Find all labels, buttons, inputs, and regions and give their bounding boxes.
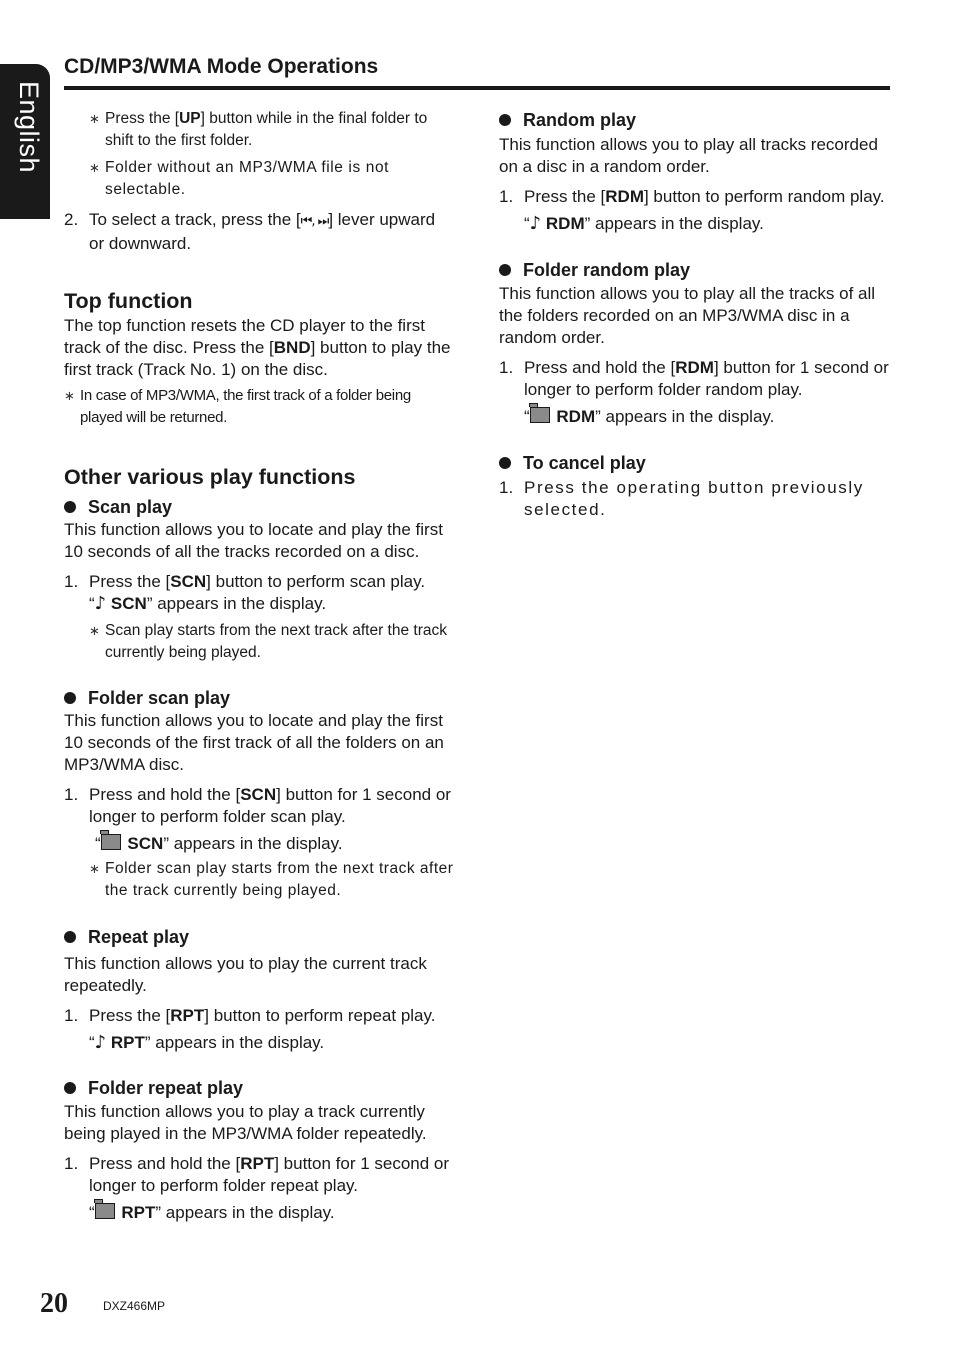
bullet-icon	[64, 1082, 76, 1094]
scan-play-heading: Scan play	[64, 495, 454, 519]
button-code: RPT	[240, 1154, 275, 1173]
repeat-play-display: “♪ RPT” appears in the display.	[89, 1032, 325, 1053]
scan-play-desc: This function allows you to locate and play the first 10 seconds of all the tracks recorded on a disc.	[64, 520, 443, 561]
page-number: 20	[40, 1288, 68, 1319]
folder-icon	[530, 407, 550, 423]
button-code: BND	[273, 338, 311, 357]
button-code: SCN	[170, 572, 207, 591]
button-code: RPT	[170, 1006, 205, 1025]
button-code: RDM	[675, 358, 714, 377]
repeat-play-desc: This function allows you to play the current track repeatedly.	[64, 954, 427, 995]
folder-icon	[95, 1203, 115, 1219]
music-note-icon: ♪	[529, 213, 542, 234]
folder-scan-play-desc: This function allows you to locate and play the first 10 seconds of the first track of all the folders on an MP3/WMA disc.	[64, 711, 444, 774]
language-label: English	[14, 81, 44, 174]
top-function-desc: The top function resets the CD player to the first track of the disc. Press the [BND] button to play the first track (Track No. 1) on the disc.	[64, 316, 451, 379]
folder-scan-play-step: 1. Press and hold the [SCN] button for 1 second or longer to perform folder scan play.	[64, 785, 451, 826]
language-tab	[0, 64, 50, 219]
folder-repeat-play-desc: This function allows you to play a track currently being played in the MP3/WMA folder repeatedly.	[64, 1102, 427, 1143]
button-code: RDM	[605, 187, 644, 206]
cancel-play-heading: To cancel play	[499, 451, 889, 475]
asterisk-icon: ∗	[89, 623, 100, 638]
folder-scan-play-note: ∗ Folder scan play starts from the next track after the track currently being played.	[64, 858, 454, 902]
model-number: DXZ466MP	[103, 1299, 166, 1313]
scan-play-step: 1. Press the [SCN] button to perform scan play.	[64, 572, 426, 591]
step-select-track: 2. To select a track, press the [⏮, ⏭] lever upward or downward.	[64, 210, 436, 253]
note-up-button: ∗ Press the [UP] button while in the final folder to shift to the first folder.	[64, 108, 454, 152]
random-play-step: 1. Press the [RDM] button to perform random play.	[499, 187, 885, 206]
folder-random-play-step: 1. Press and hold the [RDM] button for 1 second or longer to perform folder random play.	[499, 358, 889, 399]
top-function-note: ∗ In case of MP3/WMA, the first track of a folder being played will be returned.	[64, 385, 454, 429]
music-note-icon: ♪	[94, 593, 107, 614]
bullet-icon	[499, 114, 511, 126]
repeat-play-step: 1. Press the [RPT] button to perform repeat play.	[64, 1006, 436, 1025]
random-play-heading: Random play	[499, 108, 889, 132]
right-column	[499, 108, 889, 521]
header-divider	[64, 86, 890, 90]
folder-repeat-play-heading: Folder repeat play	[64, 1076, 454, 1100]
asterisk-icon: ∗	[89, 111, 100, 126]
folder-random-play-display: “ RDM” appears in the display.	[524, 407, 775, 426]
skip-lever-icon: ⏮, ⏭	[300, 214, 329, 229]
bullet-icon	[64, 931, 76, 943]
folder-repeat-play-step: 1. Press and hold the [RPT] button for 1 second or longer to perform folder repeat play.	[64, 1154, 450, 1195]
button-code: UP	[179, 110, 201, 127]
random-play-desc: This function allows you to play all tracks recorded on a disc in a random order.	[499, 135, 878, 176]
bullet-icon	[499, 264, 511, 276]
folder-scan-play-heading: Folder scan play	[64, 686, 454, 710]
folder-scan-play-display: “ SCN” appears in the display.	[95, 834, 343, 853]
top-function-heading: Top function	[64, 289, 193, 313]
bullet-icon	[64, 692, 76, 704]
folder-repeat-play-display: “ RPT” appears in the display.	[89, 1203, 335, 1222]
scan-play-note: ∗ Scan play starts from the next track after the track currently being played.	[64, 620, 454, 664]
random-play-display: “♪ RDM” appears in the display.	[524, 213, 764, 234]
scan-play-display: “♪ SCN” appears in the display.	[89, 593, 327, 614]
asterisk-icon: ∗	[89, 160, 101, 175]
cancel-play-step: 1. Press the operating button previously selected.	[499, 478, 864, 519]
asterisk-icon: ∗	[64, 388, 75, 403]
folder-random-play-heading: Folder random play	[499, 258, 889, 282]
repeat-play-heading: Repeat play	[64, 925, 454, 949]
other-functions-heading: Other various play functions	[64, 465, 356, 489]
bullet-icon	[499, 457, 511, 469]
bullet-icon	[64, 501, 76, 513]
button-code: SCN	[240, 785, 277, 804]
folder-icon	[101, 834, 121, 850]
music-note-icon: ♪	[94, 1032, 107, 1053]
page-section-title: CD/MP3/WMA Mode Operations	[64, 55, 379, 78]
folder-random-play-desc: This function allows you to play all the tracks of all the folders recorded on an MP3/WMA disc in a random order.	[499, 284, 876, 347]
left-column	[64, 108, 454, 1224]
asterisk-icon: ∗	[89, 861, 101, 876]
note-folder-selectable: ∗ Folder without an MP3/WMA file is not selectable.	[64, 157, 454, 201]
